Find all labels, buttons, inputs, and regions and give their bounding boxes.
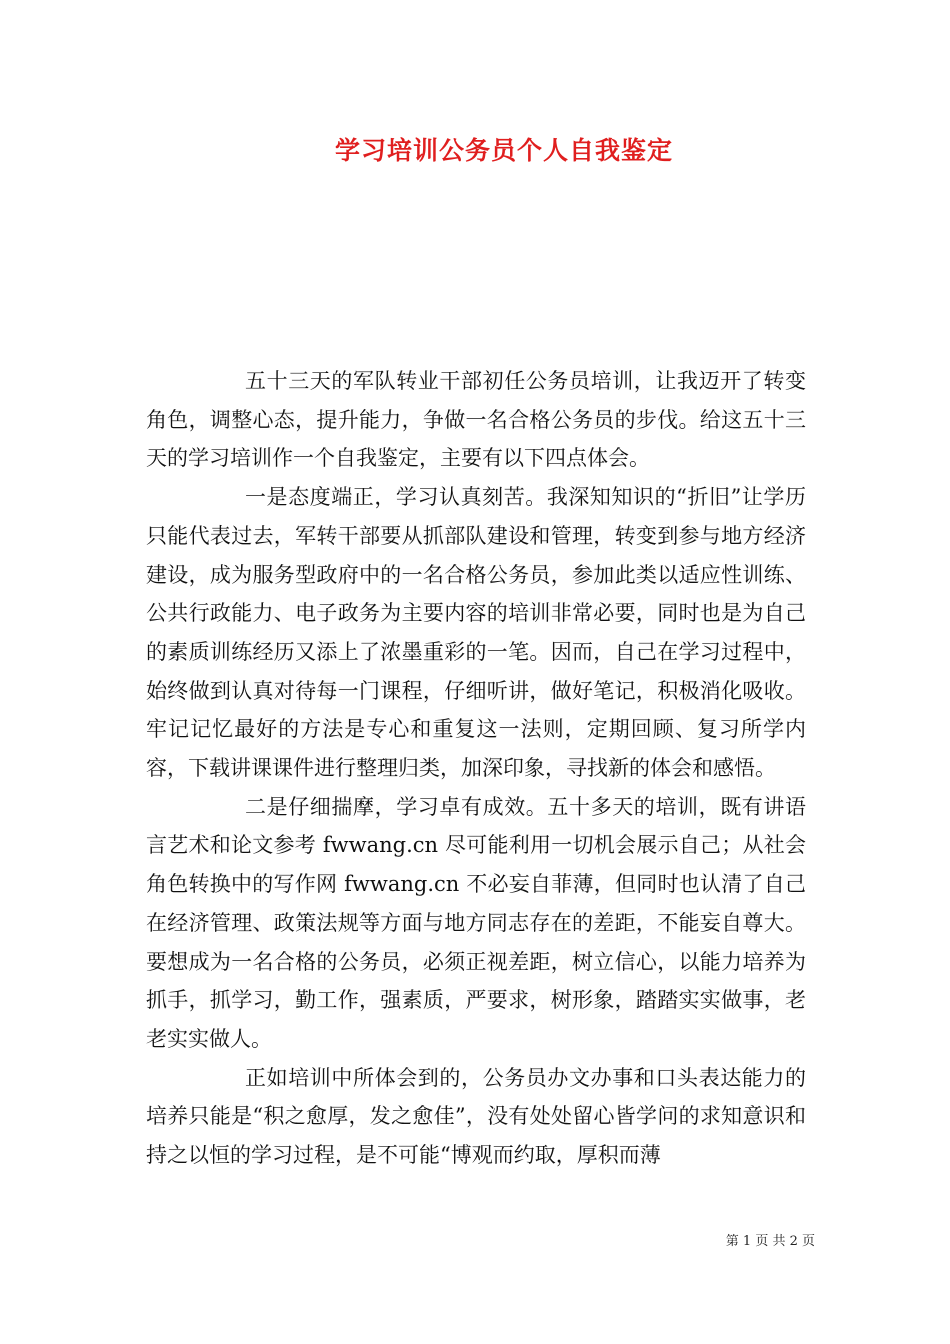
paragraph-point-one: 一是态度端正，学习认真刻苦。我深知知识的“折旧”让学历只能代表过去，军转干部要从抓部队建设和管理，转变到参与地方经济建设，成为服务型政府中的一名合格公务员，参加此类以适应性训练、公共行政能力、电子政务为主要内容的培训非常必要，同时也是为自己的素质训练经历又添上了浓墨重彩的一笔。因而，自己在学习过程中，始终做到认真对待每一门课程，仔细听讲，做好笔记，积极消化吸收。牢记记忆最好的方法是专心和重复这一法则，定期回顾、复习所学内容，下载讲课课件进行整理归类，加深印象，寻找新的体会和感悟。 [146,485,806,781]
page-number-footer: 第 1 页 共 2 页 [725,1234,815,1249]
paragraph-continuation: 正如培训中所体会到的，公务员办文办事和口头表达能力的培养只能是“积之愈厚，发之愈佳”，没有处处留心皆学问的求知意识和持之以恒的学习过程，是不可能“博观而约取，厚积而薄 [146,1065,806,1168]
document-title: 学习培训公务员个人自我鉴定 [334,136,673,165]
document-body [146,362,806,1175]
paragraph-intro: 五十三天的军队转业干部初任公务员培训，让我迈开了转变角色，调整心态，提升能力，争做一名合格公务员的步伐。给这五十三天的学习培训作一个自我鉴定，主要有以下四点体会。 [146,369,806,471]
paragraph-point-two: 二是仔细揣摩，学习卓有成效。五十多天的培训，既有讲语言艺术和论文参考 fwwang.cn 尽可能利用一切机会展示自己；从社会角色转换中的写作网 fwwang.cn 不必妄自菲薄，但同时也认清了自己在经济管理、政策法规等方面与地方同志存在的差距，不能妄自尊大。要想成为一名合格的公务员，必须正视差距，树立信心，以能力培养为抓手，抓学习，勤工作，强素质，严要求，树形象，踏踏实实做事，老老实实做人。 [146,794,806,1051]
